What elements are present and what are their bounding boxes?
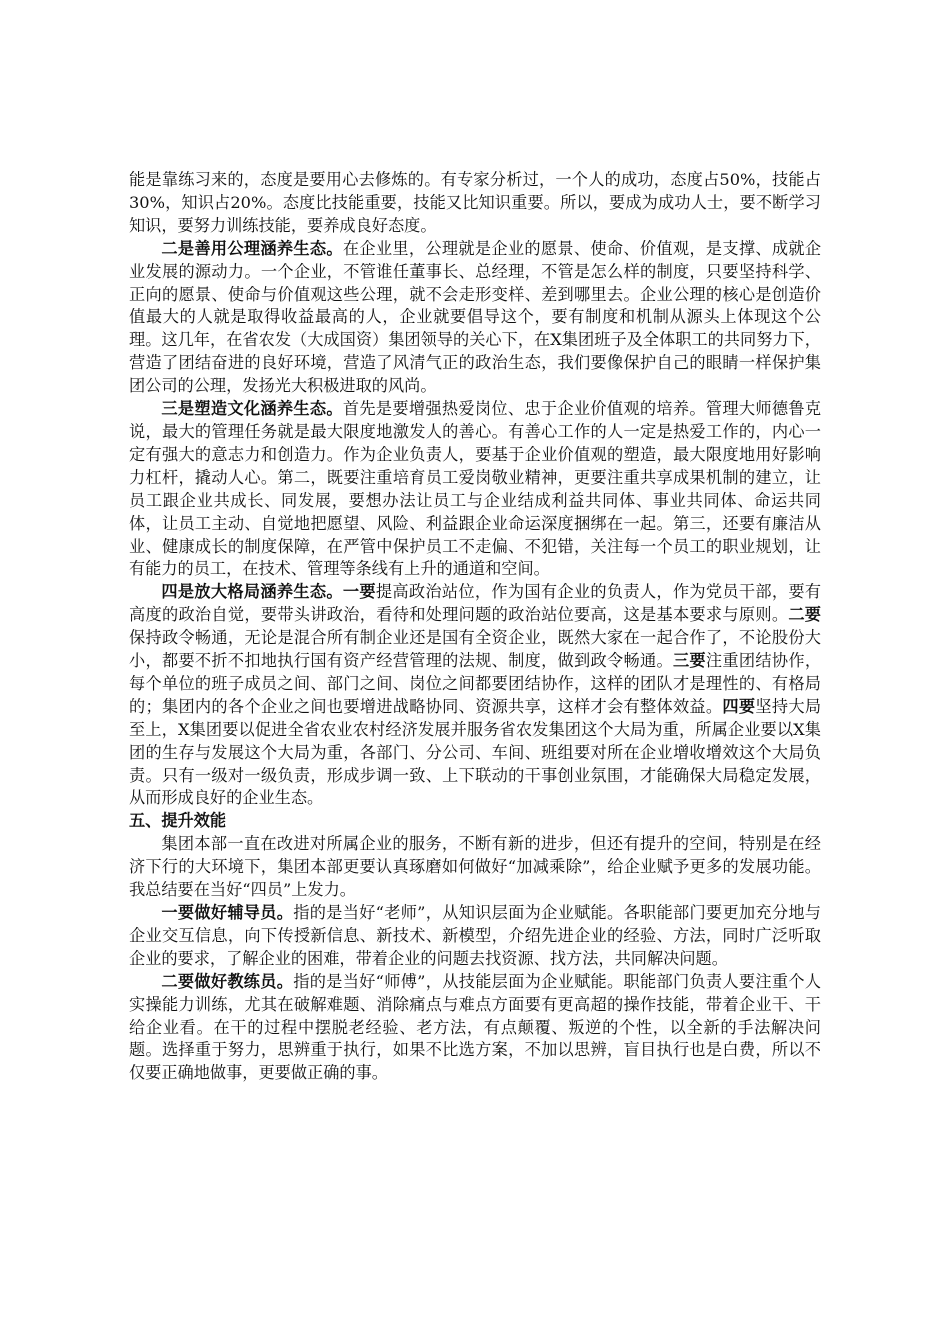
- paragraph-tutor: [129, 902, 821, 971]
- paragraph-keyword: 三要: [672, 651, 706, 671]
- paragraph-text: 注重团结协作，每个单位的班子成员之间、部门之间、岗位之间都要团结协作，这样的团队才是理性的、有格局的；集团内的各个企业之间也要增进战略协同、资源共享，这样才会有整体效益。: [129, 651, 822, 716]
- paragraph-public-principle: [129, 238, 821, 398]
- paragraph-text: 在企业里，公理就是企业的愿景、使命、价值观，是支撑、成就企业发展的源动力。一个企业，不管谁任董事长、总经理，不管是怎么样的制度，只要坚持科学、正向的愿景、使命与价值观这些公理，就不会走形变样、差到哪里去。企业公理的核心是创造价值最大的人就是取得收益最高的人，企业就要倡导这个，要有制度和机制从源头上体现这个公理。这几年，在省农发（大成国资）集团领导的关心下，在X集团班子及全体职工的共同努力下，营造了团结奋进的良好环境，营造了风清气正的政治生态，我们要像保护自己的眼睛一样保护集团公司的公理，发扬光大积极进取的风尚。: [129, 238, 822, 396]
- paragraph-text: 集团本部一直在改进对所属企业的服务，不断有新的进步，但还有提升的空间，特别是在经济下行的大环境下，集团本部更要认真琢磨如何做好“加减乘除”，给企业赋予更多的发展功能。我总结要在当好“四员”上发力。: [129, 834, 821, 900]
- heading-text: 五、提升效能: [129, 811, 227, 831]
- paragraph-lead: 一要做好辅导员。: [161, 903, 294, 922]
- paragraph-culture: [129, 398, 821, 581]
- paragraph-text: 指的是当好“老师”，从知识层面为企业赋能。各职能部门要更加充分地与企业交互信息，向下传授新信息、新技术、新模型，介绍先进企业的经验、方法，同时广泛听取企业的要求，了解企业的困难，带着企业的问题去找资源、找方法，共同解决问题。: [129, 903, 821, 968]
- paragraph-text: 首先是要增强热爱岗位、忠于企业价值观的培养。管理大师德鲁克说，最大的管理任务就是最大限度地激发人的善心。有善心工作的人一定是热爱工作的，内心一定有强大的意志力和创造力。作为企业负责人，要基于企业价值观的塑造，最大限度地用好影响力杠杆，撬动人心。第二，既要注重培育员工爱岗敬业精神，更要注重共享成果机制的建立，让员工跟企业共成长、同发展，要想办法让员工与企业结成利益共同体、事业共同体、命运共同体，让员工主动、自觉地把愿望、风险、利益跟企业命运深度捆绑在一起。第三，还要有廉洁从业、健康成长的制度保障，在严管中保护员工不走偏、不犯错，关注每一个员工的职业规划，让有能力的员工，在技术、管理等条线有上升的通道和空间。: [129, 399, 822, 579]
- paragraph-lead: 二是善用公理涵养生态。: [161, 238, 343, 258]
- paragraph-lead: 四是放大格局涵养生态。一要: [161, 582, 376, 602]
- paragraph-big-picture: [129, 581, 821, 810]
- paragraph-lead: 二要做好教练员。: [161, 971, 294, 991]
- paragraph-lead: 三是塑造文化涵养生态。: [161, 399, 343, 419]
- paragraph-continuation: [129, 169, 821, 238]
- paragraph-keyword: 四要: [722, 696, 756, 716]
- paragraph-coach: [129, 971, 821, 1086]
- paragraph-text: 指的是当好“师傅”，从技能层面为企业赋能。职能部门负责人要注重个人实操能力训练，尤其在破解难题、消除痛点与难点方面要有更高超的操作技能，带着企业干、干给企业看。在干的过程中摆脱老经验、老方法，有点颠覆、叛逆的个性，以全新的手法解决问题。选择重于努力，思辨重于执行，如果不比选方案，不加以思辨，盲目执行也是白费，所以不仅要正确地做事，更要做正确的事。: [129, 971, 821, 1083]
- paragraph-efficiency-intro: [129, 833, 821, 902]
- paragraph-text: 坚持大局至上，X集团要以促进全省农业农村经济发展并服务省农发集团这个大局为重，所属企业要以X集团的生存与发展这个大局为重，各部门、分公司、车间、班组要对所在企业增收增效这个大局负责。只有一级对一级负责，形成步调一致、上下联动的干事创业氛围，才能确保大局稳定发展，从而形成良好的企业生态。: [129, 696, 822, 808]
- document-body: [129, 169, 821, 1085]
- paragraph-text: 提高政治站位，作为国有企业的负责人，作为党员干部，要有高度的政治自觉，要带头讲政治，看待和处理问题的政治站位要高，这是基本要求与原则。: [129, 582, 822, 625]
- paragraph-text: 能是靠练习来的，态度是要用心去修炼的。有专家分析过，一个人的成功，态度占50%，技能占30%，知识占20%。态度比技能重要，技能又比知识重要。所以，要成为成功人士，要不断学习知识，要努力训练技能，要养成良好态度。: [129, 170, 821, 235]
- paragraph-keyword: 二要: [788, 605, 821, 625]
- section-heading: [129, 810, 821, 833]
- paragraph-text: 保持政令畅通，无论是混合所有制企业还是国有全资企业，既然大家在一起合作了，不论股份大小，都要不折不扣地执行国有资产经营管理的法规、制度，做到政令畅通。: [129, 628, 821, 671]
